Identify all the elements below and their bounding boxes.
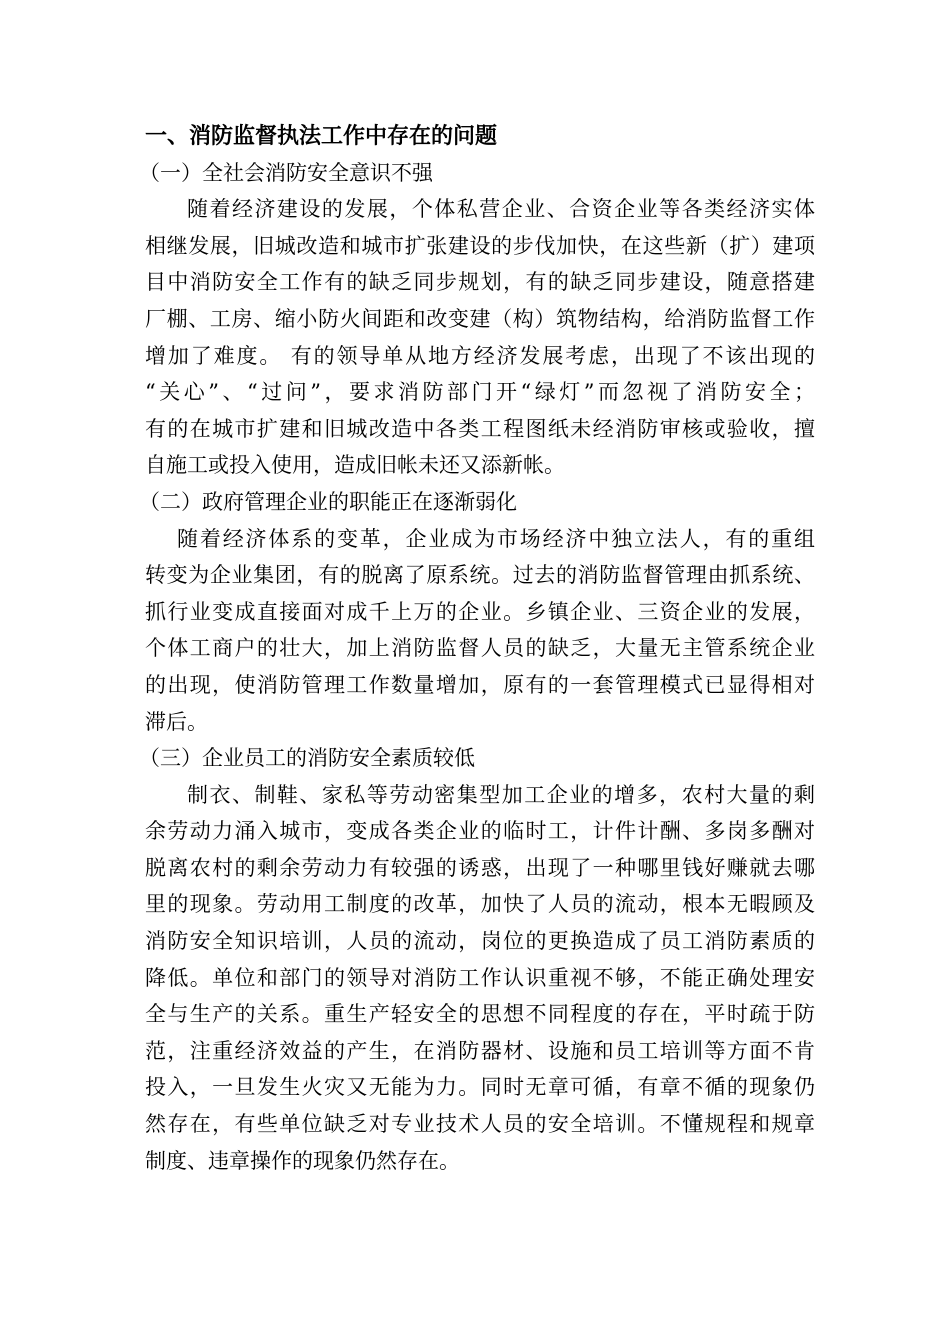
paragraph-line: 脱离农村的剩余劳动力有较强的诱惑，出现了一种哪里钱好赚就去哪 [145,855,815,880]
paragraph-line: 的出现，使消防管理工作数量增加，原有的一套管理模式已显得相对 [145,672,815,697]
paragraph-line: 余劳动力涌入城市，变成各类企业的临时工，计件计酬、多岗多酬对 [145,819,815,844]
paragraph-line: 抓行业变成直接面对成千上万的企业。乡镇企业、三资企业的发展， [145,599,815,624]
subsection-title-2: （二）政府管理企业的职能正在逐渐弱化 [139,489,517,514]
paragraph-line: 然存在，有些单位缺乏对专业技术人员的安全培训。不懂规程和规章 [145,1112,815,1137]
paragraph-line: 个体工商户的壮大，加上消防监督人员的缺乏，大量无主管系统企业 [145,636,815,661]
paragraph-line: 制度、违章操作的现象仍然存在。 [145,1148,460,1173]
paragraph-line: 随着经济建设的发展，个体私营企业、合资企业等各类经济实体 [187,197,815,222]
paragraph-line: 降低。单位和部门的领导对消防工作认识重视不够，不能正确处理安 [145,965,815,990]
paragraph-line: 范，注重经济效益的产生，在消防器材、设施和员工培训等方面不肯 [145,1038,815,1063]
paragraph-line: 制衣、制鞋、家私等劳动密集型加工企业的增多，农村大量的剩 [187,782,815,807]
subsection-title-3: （三）企业员工的消防安全素质较低 [139,746,475,771]
paragraph-line: 投入，一旦发生火灾又无能为力。同时无章可循，有章不循的现象仍 [145,1075,815,1100]
paragraph-line: 随着经济体系的变革，企业成为市场经济中独立法人，有的重组 [177,526,815,551]
paragraph-line: 滞后。 [145,709,208,734]
paragraph-line: 转变为企业集团，有的脱离了原系统。过去的消防监督管理由抓系统、 [145,563,815,588]
paragraph-line: 全与生产的关系。重生产轻安全的思想不同程度的存在，平时疏于防 [145,1002,815,1027]
document-body [139,118,815,1179]
paragraph-line: 厂棚、工房、缩小防火间距和改变建（构）筑物结构，给消防监督工作 [145,306,815,331]
paragraph-line: 消防安全知识培训，人员的流动，岗位的更换造成了员工消防素质的 [145,929,815,954]
paragraph-line: 里的现象。劳动用工制度的改革，加快了人员的流动，根本无暇顾及 [145,892,815,917]
paragraph-line: 自施工或投入使用，造成旧帐未还又添新帐。 [145,453,565,478]
paragraph-line: 增加了难度。 有的领导单从地方经济发展考虑，出现了不该出现的 [145,343,815,368]
paragraph-line: 有的在城市扩建和旧城改造中各类工程图纸未经消防审核或验收，擅 [145,416,815,441]
section-heading: 一、消防监督执法工作中存在的问题 [145,123,498,149]
subsection-title-1: （一）全社会消防安全意识不强 [139,160,433,185]
paragraph-line: 目中消防安全工作有的缺乏同步规划，有的缺乏同步建设，随意搭建 [145,270,815,295]
paragraph-line: 相继发展，旧城改造和城市扩张建设的步伐加快，在这些新（扩）建项 [145,233,815,258]
paragraph-line: “关心”、“过问”，要求消防部门开“绿灯”而忽视了消防安全； [145,380,815,405]
